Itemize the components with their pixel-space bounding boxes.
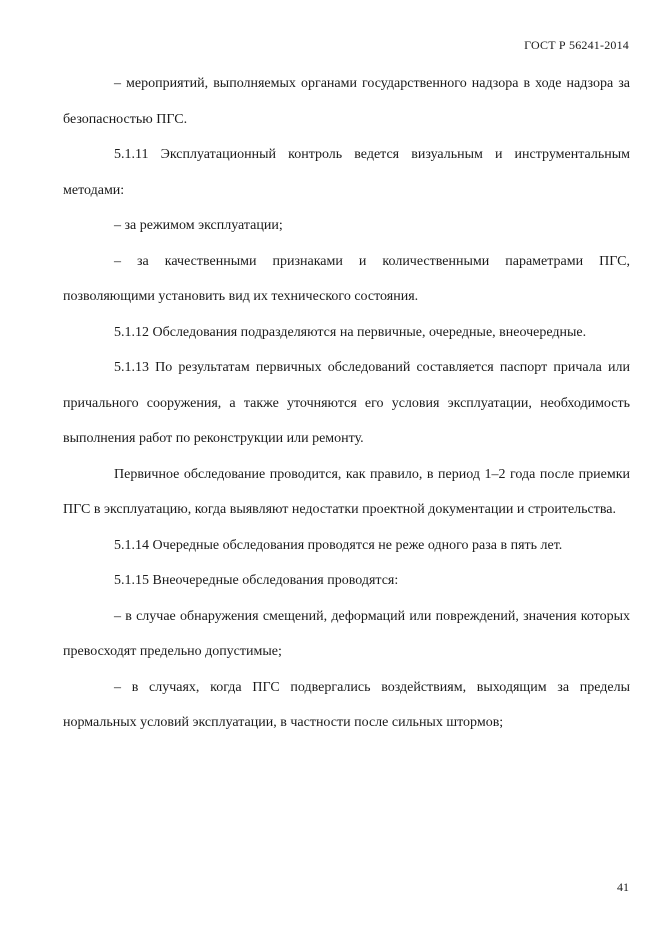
page-number: 41 <box>617 880 629 894</box>
paragraph-primary-inspection: Первичное обследование проводится, как правило, в период 1–2 года после приемки ПГС в эксплуатацию, когда выявляют недостатки проектной документации и строительства. <box>63 466 630 517</box>
document-body <box>63 66 630 741</box>
paragraph-displacements: – в случае обнаружения смещений, деформаций или повреждений, значения которых превосходят предельно допустимые; <box>63 608 630 659</box>
paragraph-5-1-13: 5.1.13 По результатам первичных обследований составляется паспорт причала или причального сооружения, а также уточняются его условия эксплуатации, необходимость выполнения работ по реконструкции или ремонту. <box>63 360 630 446</box>
paragraph-quality-parameters: – за качественными признаками и количественными параметрами ПГС, позволяющими установить вид их технического состояния. <box>63 253 630 304</box>
paragraph-operation-mode: – за режимом эксплуатации; <box>114 218 283 233</box>
paragraph-5-1-14: 5.1.14 Очередные обследования проводятся не реже одного раза в пять лет. <box>114 537 563 553</box>
paragraph-storm-impacts: – в случаях, когда ПГС подвергались воздействиям, выходящим за пределы нормальных условий эксплуатации, в частности после сильных штормов; <box>63 679 630 730</box>
paragraph-5-1-11: 5.1.11 Эксплуатационный контроль ведется визуальным и инструментальным методами: <box>63 147 630 198</box>
document-header: ГОСТ Р 56241-2014 <box>524 38 629 52</box>
paragraph-5-1-12: 5.1.12 Обследования подразделяются на первичные, очередные, внеочередные. <box>114 324 587 340</box>
paragraph-supervision-measures: – мероприятий, выполняемых органами государственного надзора в ходе надзора за безопасностью ПГС. <box>63 76 630 127</box>
paragraph-5-1-15: 5.1.15 Внеочередные обследования проводятся: <box>114 573 399 588</box>
